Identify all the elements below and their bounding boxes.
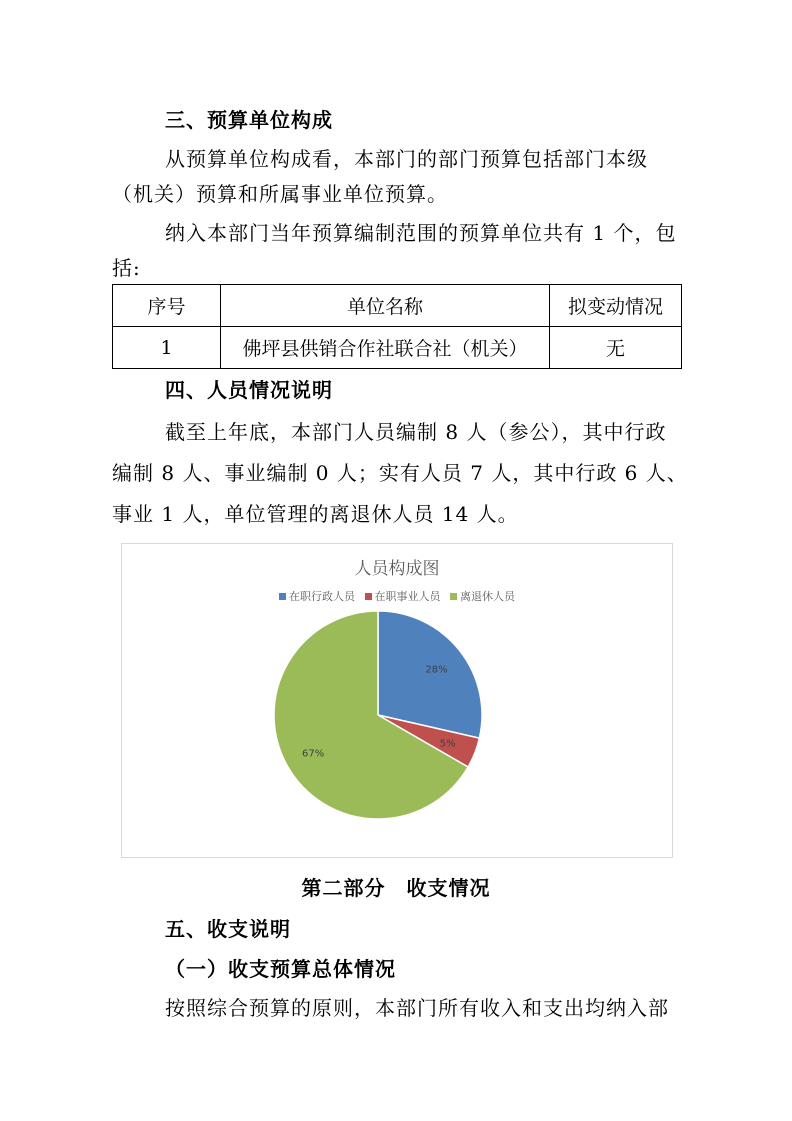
section-4-title: 四、人员情况说明 bbox=[165, 378, 333, 402]
section-3-paragraph-1-line-1: 从预算单位构成看，本部门的部门预算包括部门本级 bbox=[165, 147, 648, 171]
section-4-paragraph-line-3: 事业 1 人，单位管理的离退休人员 14 人。 bbox=[112, 502, 519, 526]
pie-label-retired: 67% bbox=[302, 748, 325, 760]
cell-change-status: 无 bbox=[550, 327, 682, 369]
header-cell-index: 序号 bbox=[113, 285, 221, 327]
pie-label-institution: 5% bbox=[439, 738, 456, 750]
section-3-title: 三、预算单位构成 bbox=[165, 108, 333, 132]
cell-unit-name: 佛坪县供销合作社联合社（机关） bbox=[221, 327, 550, 369]
table-row bbox=[113, 327, 682, 369]
legend-label-admin: 在职行政人员 bbox=[289, 590, 355, 603]
section-3-paragraph-2-line-1: 纳入本部门当年预算编制范围的预算单位共有 1 个，包 bbox=[165, 221, 677, 245]
header-cell-change-status: 拟变动情况 bbox=[550, 285, 682, 327]
section-5-subsection-1-title: （一）收支预算总体情况 bbox=[165, 957, 396, 981]
budget-unit-table bbox=[112, 284, 682, 369]
legend-label-institution: 在职事业人员 bbox=[374, 590, 441, 603]
chart-title: 人员构成图 bbox=[354, 559, 440, 579]
staff-composition-chart bbox=[121, 543, 673, 858]
legend-label-retired: 离退休人员 bbox=[460, 590, 515, 603]
cell-index: 1 bbox=[113, 327, 221, 369]
pie-chart-svg bbox=[122, 544, 672, 857]
section-3-paragraph-2-line-2: 括: bbox=[112, 256, 141, 280]
section-5-paragraph-line-1: 按照综合预算的原则，本部门所有收入和支出均纳入部 bbox=[165, 996, 669, 1020]
pie-label-admin: 28% bbox=[425, 664, 448, 676]
table-header-row bbox=[113, 285, 682, 327]
section-3-paragraph-1-line-2: （机关）预算和所属事业单位预算。 bbox=[112, 182, 448, 206]
part-2-title: 第二部分 收支情况 bbox=[301, 876, 491, 900]
section-4-paragraph-line-2: 编制 8 人、事业编制 0 人；实有人员 7 人，其中行政 6 人、 bbox=[112, 461, 688, 485]
section-4-paragraph-line-1: 截至上年底，本部门人员编制 8 人（参公），其中行政 bbox=[165, 420, 667, 444]
section-5-title: 五、收支说明 bbox=[165, 917, 291, 941]
header-cell-unit-name: 单位名称 bbox=[221, 285, 550, 327]
